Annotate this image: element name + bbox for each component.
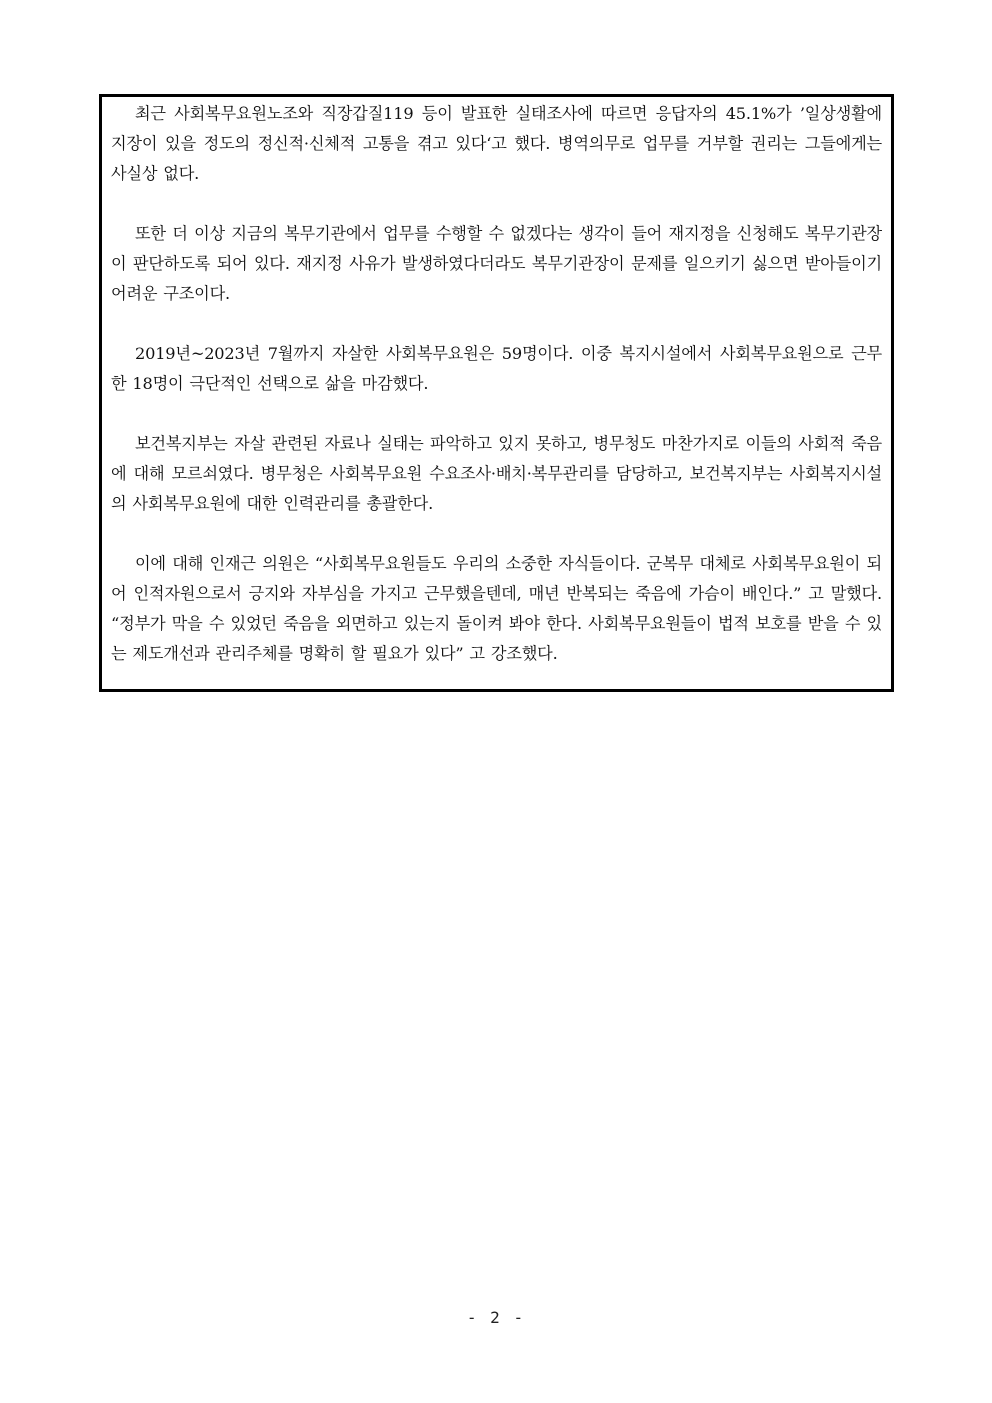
paragraph-lawmaker-quote: 이에 대해 인재근 의원은 “사회복무요원들도 우리의 소중한 자식들이다. 군복무 대체로 사회복무요원이 되어 인적자원으로서 긍지와 자부심을 가지고 근무했을텐데, 매년 반복되는 죽음에 가슴이 배인다.” 고 말했다. “정부가 막을 수 있었던 죽음을 외면하고 있는지 돌이켜 봐야 한다. 사회복무요원들이 법적 보호를 받을 수 있는 제도개선과 관리주체를 명확히 할 필요가 있다” 고 강조했다. <box>111 554 882 663</box>
paragraph-suicide-statistics: 2019년~2023년 7월까지 자살한 사회복무요원은 59명이다. 이중 복지시설에서 사회복무요원으로 근무한 18명이 극단적인 선택으로 삶을 마감했다. <box>111 344 882 393</box>
bordered-text-box <box>99 94 894 692</box>
paragraph-ministry-response: 보건복지부는 자살 관련된 자료나 실태는 파악하고 있지 못하고, 병무청도 마찬가지로 이들의 사회적 죽음에 대해 모르쇠였다. 병무청은 사회복무요원 수요조사·배치·복무관리를 담당하고, 보건복지부는 사회복지시설의 사회복무요원에 대한 인력관리를 총괄한다. <box>111 434 882 513</box>
page-number: - 2 - <box>466 1308 526 1327</box>
paragraph-reassignment: 또한 더 이상 지금의 복무기관에서 업무를 수행할 수 없겠다는 생각이 들어 재지정을 신청해도 복무기관장이 판단하도록 되어 있다. 재지정 사유가 발생하였다더라도 복무기관장이 문제를 일으키기 싫으면 받아들이기 어려운 구조이다. <box>111 224 882 303</box>
paragraph-survey: 최근 사회복무요원노조와 직장갑질119 등이 발표한 실태조사에 따르면 응답자의 45.1%가 ’일상생활에 지장이 있을 정도의 정신적·신체적 고통을 겪고 있다‘고 했다. 병역의무로 업무를 거부할 권리는 그들에게는 사실상 없다. <box>111 104 882 183</box>
